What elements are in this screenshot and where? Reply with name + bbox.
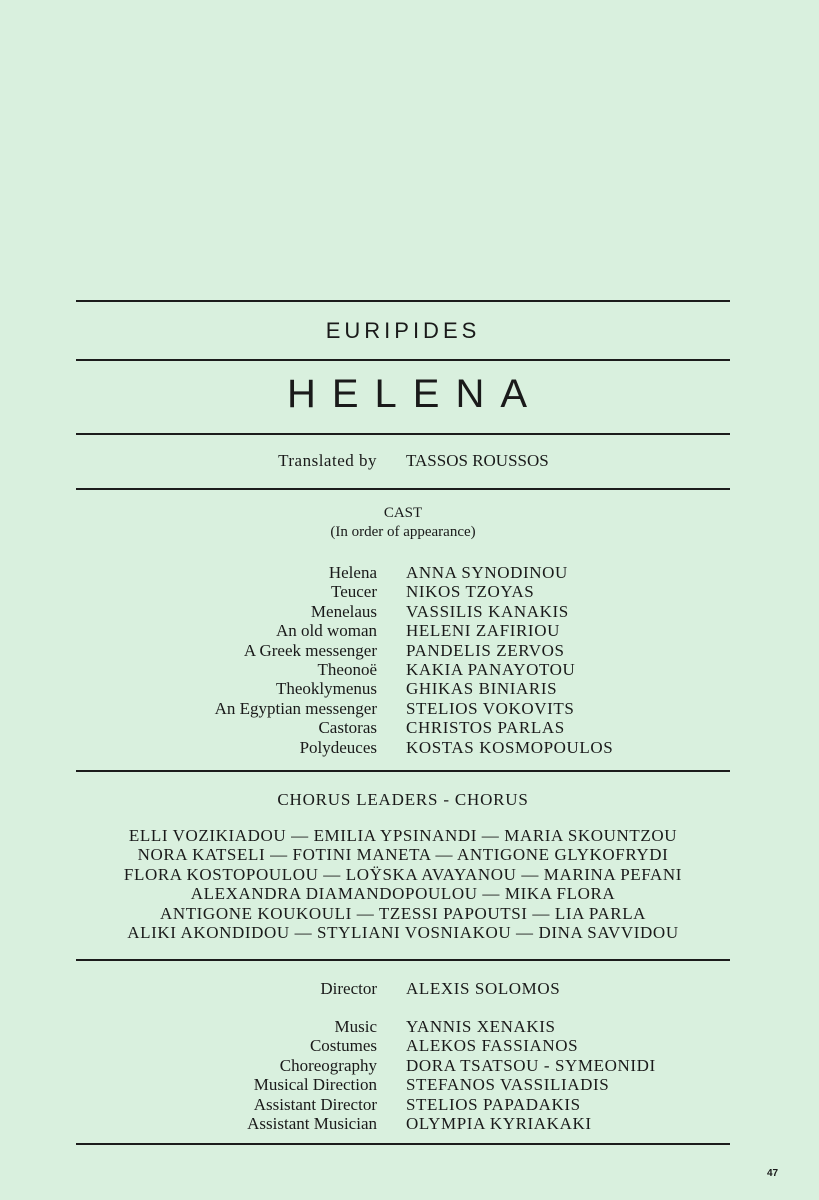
cast-role: Theoklymenus <box>275 679 377 699</box>
cast-role: Theonoë <box>317 659 377 679</box>
credit-role: Director <box>320 979 377 998</box>
cast-role: Menelaus <box>310 601 377 621</box>
chorus-line: FLORA KOSTOPOULOU — LOŸSKA AVAYANOU — MARINA PEFANI <box>123 864 683 884</box>
chorus-line: ALEXANDRA DIAMANDOPOULOU — MIKA FLORA <box>190 884 616 904</box>
credit-row <box>0 1075 819 1094</box>
chorus-line: ALIKI AKONDIDOU — STYLIANI VOSNIAKOU — DINA SAVVIDOU <box>127 922 679 942</box>
cast-row <box>0 679 819 698</box>
cast-actor: STELIOS VOKOVITS <box>406 698 575 718</box>
cast-actor: NIKOS TZOYAS <box>406 582 535 602</box>
credit-row <box>0 1017 819 1036</box>
credit-name: STEFANOS VASSILIADIS <box>406 1075 610 1095</box>
credit-role: Assistant Director <box>253 1094 377 1114</box>
cast-role: An old woman <box>275 621 377 641</box>
cast-row <box>0 641 819 660</box>
cast-row <box>0 602 819 621</box>
author-name: EURIPIDES <box>325 318 481 343</box>
chorus-heading: CHORUS LEADERS - CHORUS <box>277 790 529 809</box>
cast-actor: GHIKAS BINIARIS <box>406 679 558 699</box>
cast-row <box>0 563 819 582</box>
cast-actor: HELENI ZAFIRIOU <box>406 621 560 641</box>
cast-role: Castoras <box>318 718 377 738</box>
credit-row <box>0 1095 819 1114</box>
cast-role: Teucer <box>331 582 377 602</box>
bottom-divider <box>76 1143 730 1145</box>
cast-actor: VASSILIS KANAKIS <box>406 601 569 621</box>
cast-actor: PANDELIS ZERVOS <box>406 640 565 660</box>
chorus-line: ELLI VOZIKIADOU — EMILIA YPSINANDI — MARIA SKOUNTZOU <box>128 826 678 845</box>
translation-label: Translated by <box>278 451 377 470</box>
cast-row <box>0 738 819 757</box>
credit-row <box>0 1056 819 1075</box>
credit-role: Costumes <box>309 1036 377 1056</box>
cast-list <box>0 563 819 757</box>
cast-heading: CAST <box>383 505 423 521</box>
cast-row <box>0 582 819 601</box>
chorus-line: NORA KATSELI — FOTINI MANETA — ANTIGONE GLYKOFRYDI <box>137 845 669 865</box>
credit-role: Musical Direction <box>253 1075 377 1095</box>
cast-row <box>0 699 819 718</box>
credit-row <box>0 1036 819 1055</box>
director-credit <box>0 979 819 998</box>
translation-divider <box>76 488 730 490</box>
credit-role: Music <box>334 1017 377 1036</box>
translator-name: TASSOS ROUSSOS <box>406 451 549 470</box>
cast-actor: CHRISTOS PARLAS <box>406 718 565 738</box>
credit-row <box>0 1114 819 1133</box>
credit-name: ALEXIS SOLOMOS <box>406 979 561 998</box>
page-number: 47 <box>767 1168 779 1179</box>
play-title: HELENA <box>286 372 544 416</box>
author-divider <box>76 359 730 361</box>
cast-role: Helena <box>328 563 377 582</box>
cast-divider <box>76 770 730 772</box>
credit-name: YANNIS XENAKIS <box>406 1017 556 1036</box>
chorus-list <box>76 826 730 942</box>
crew-list <box>0 1017 819 1133</box>
cast-role: An Egyptian messenger <box>214 698 377 718</box>
credit-name: OLYMPIA KYRIAKAKI <box>406 1113 592 1133</box>
top-divider <box>76 300 730 302</box>
cast-row <box>0 621 819 640</box>
credit-row <box>0 979 819 998</box>
cast-role: Polydeuces <box>299 737 377 757</box>
cast-actor: KOSTAS KOSMOPOULOS <box>406 737 614 757</box>
cast-row <box>0 718 819 737</box>
cast-subheading: (In order of appearance) <box>330 524 476 540</box>
credit-name: DORA TSATSOU - SYMEONIDI <box>406 1055 656 1075</box>
credit-name: STELIOS PAPADAKIS <box>406 1094 581 1114</box>
credit-name: ALEKOS FASSIANOS <box>406 1036 579 1056</box>
cast-actor: ANNA SYNODINOU <box>406 563 568 582</box>
cast-row <box>0 660 819 679</box>
cast-actor: KAKIA PANAYOTOU <box>406 659 576 679</box>
chorus-line: ANTIGONE KOUKOULI — TZESSI PAPOUTSI — LIA PARLA <box>159 903 647 923</box>
credit-role: Choreography <box>279 1055 377 1075</box>
chorus-divider <box>76 959 730 961</box>
credit-role: Assistant Musician <box>247 1113 377 1133</box>
cast-role: A Greek messenger <box>243 640 377 660</box>
title-divider <box>76 433 730 435</box>
